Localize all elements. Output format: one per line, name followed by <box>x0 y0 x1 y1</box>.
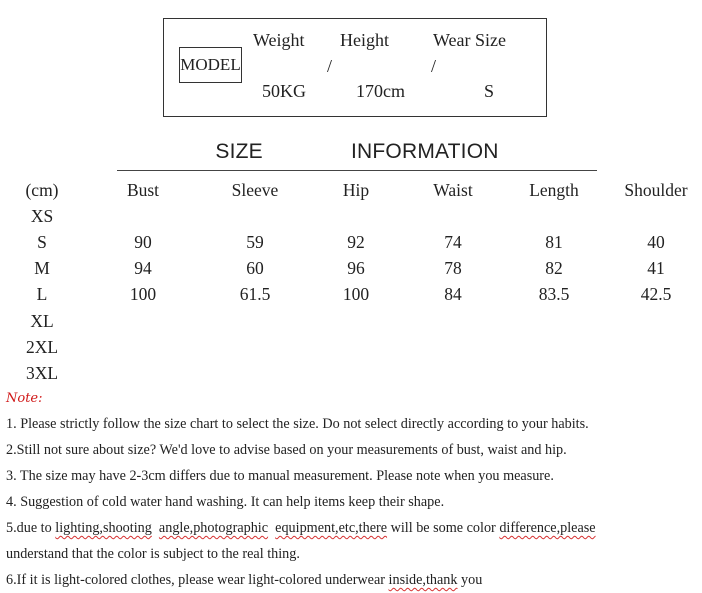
column-header: Hip <box>342 180 370 200</box>
table-cell: 82 <box>545 258 563 278</box>
separator: / <box>327 56 333 76</box>
size-label: 3XL <box>25 363 59 383</box>
note-line-3: 3. The size may have 2-3cm differs due to manual measurement. Please note when you measure. <box>6 468 554 484</box>
table-cell: 81 <box>545 232 563 252</box>
note-line-2: 2.Still not sure about size? We'd love to advise based on your measurements of bust, waist and hip. <box>6 442 567 458</box>
height-value: 170cm <box>356 81 405 101</box>
note-line-1: 1. Please strictly follow the size chart to select the size. Do not select directly according to your habits. <box>6 416 589 432</box>
size-label: L <box>36 284 48 304</box>
note-line-5 <box>6 520 596 537</box>
table-cell: 92 <box>347 232 365 252</box>
note-text: lighting,shooting <box>55 520 152 536</box>
table-cell: 59 <box>246 232 264 252</box>
column-header: Bust <box>126 180 160 200</box>
size-information-title: SIZE INFORMATION <box>215 140 499 163</box>
note-text: angle,photographic <box>158 520 269 536</box>
weight-value: 50KG <box>262 81 306 101</box>
column-header: Length <box>529 180 579 200</box>
height-header: Height <box>340 30 389 50</box>
table-cell: 90 <box>134 232 152 252</box>
note-line-7 <box>6 572 482 589</box>
title-divider <box>117 170 597 171</box>
table-cell: 94 <box>134 258 152 278</box>
size-label: S <box>37 232 47 252</box>
note-text: 5.due to <box>6 520 56 536</box>
size-label: 2XL <box>25 337 59 357</box>
table-cell: 60 <box>246 258 264 278</box>
table-cell: 100 <box>129 284 157 304</box>
table-cell: 96 <box>347 258 365 278</box>
size-label: M <box>34 258 50 278</box>
wear-size-value: S <box>484 81 495 101</box>
wear-size-header: Wear Size <box>433 30 507 50</box>
note-text: inside,thank <box>388 572 458 588</box>
table-cell: 41 <box>647 258 665 278</box>
table-cell: 40 <box>647 232 665 252</box>
size-label: XL <box>30 311 54 331</box>
note-text: you <box>457 572 483 588</box>
separator: / <box>431 56 437 76</box>
note-text: 6.If it is light-colored clothes, please wear light-colored underwear <box>6 572 389 588</box>
table-cell: 84 <box>444 284 462 304</box>
model-label: MODEL <box>179 47 242 83</box>
note-line-6: understand that the color is subject to the real thing. <box>6 546 300 562</box>
weight-header: Weight <box>253 30 305 50</box>
table-cell: 61.5 <box>239 284 271 304</box>
table-cell: 74 <box>444 232 462 252</box>
note-text: difference,please <box>499 520 596 536</box>
note-text: will be some color <box>387 520 500 536</box>
note-label: Note: <box>6 391 43 406</box>
unit-label: (cm) <box>25 180 59 200</box>
size-label: XS <box>30 206 54 226</box>
note-line-4: 4. Suggestion of cold water hand washing. It can help items keep their shape. <box>6 494 445 510</box>
column-header: Shoulder <box>624 180 688 200</box>
column-header: Sleeve <box>231 180 279 200</box>
table-cell: 42.5 <box>640 284 672 304</box>
table-cell: 83.5 <box>538 284 570 304</box>
table-cell: 100 <box>342 284 370 304</box>
note-text: equipment,etc,there <box>275 520 388 536</box>
column-header: Waist <box>433 180 473 200</box>
table-cell: 78 <box>444 258 462 278</box>
